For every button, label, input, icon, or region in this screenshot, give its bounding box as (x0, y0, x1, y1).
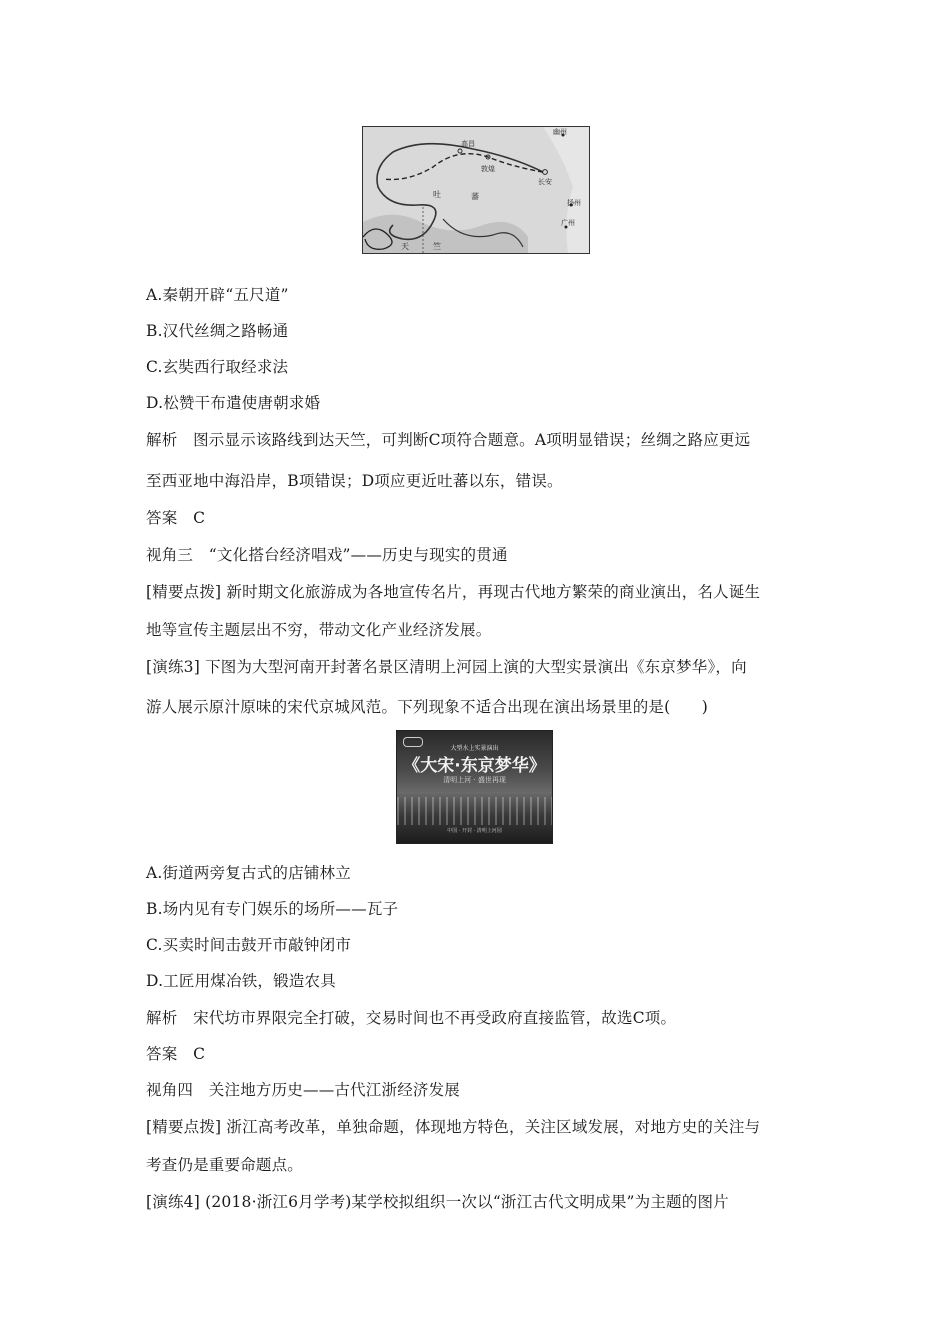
q2-analysis-line2: 至西亚地中海沿岸，B项错误；D项应更近吐蕃以东，错误。 (146, 472, 563, 490)
q3-option-b: B.场内见有专门娱乐的场所——瓦子 (146, 900, 399, 918)
poster-sub-text: 清明上河 · 盛世再现 (443, 776, 506, 784)
view3-heading: 视角三 “文化搭台经济唱戏”——历史与现实的贯通 (146, 546, 508, 564)
view4-drill-line1: [演练4] (2018·浙江6月学考)某学校拟组织一次以“浙江古代文明成果”为主题的图片 (146, 1193, 729, 1211)
poster-bottom-text: 中国 · 开封 · 清明上河园 (447, 828, 502, 834)
label-fan: 蕃 (471, 192, 479, 201)
q2-option-a: A.秦朝开辟“五尺道” (146, 286, 289, 304)
q2-answer: 答案 C (146, 509, 206, 527)
performance-poster (396, 730, 553, 844)
label-changan: 长安 (538, 178, 552, 186)
label-gaochang: 高昌 (461, 140, 475, 148)
view3-tip-line1: [精要点拨] 新时期文化旅游成为各地宣传名片，再现古代地方繁荣的商业演出，名人诞生 (146, 583, 761, 601)
label-youzhou: 幽州 (553, 128, 567, 136)
q2-analysis-line1: 解析 图示显示该路线到达天竺，可判断C项符合题意。A项明显错误；丝绸之路应更远 (146, 431, 751, 449)
label-tian: 天 (401, 242, 409, 251)
view3-drill-line1: [演练3] 下图为大型河南开封著名景区清明上河园上演的大型实景演出《东京梦华》，向 (146, 658, 747, 676)
q3-option-c: C.买卖时间击鼓开市敲钟闭市 (146, 936, 352, 954)
q2-option-c: C.玄奘西行取经求法 (146, 358, 289, 376)
q3-option-a: A.街道两旁复古式的店铺林立 (146, 864, 351, 882)
label-zhu: 竺 (433, 242, 441, 251)
q3-answer: 答案 C (146, 1045, 206, 1063)
label-tu: 吐 (433, 190, 441, 199)
poster-top-text: 大型水上实景演出 (450, 745, 499, 752)
route-map (362, 126, 590, 254)
q2-option-d: D.松赞干布遣使唐朝求婚 (146, 394, 321, 412)
view4-heading: 视角四 关注地方历史——古代江浙经济发展 (146, 1081, 461, 1099)
view4-tip-line2: 考查仍是重要命题点。 (146, 1156, 304, 1174)
label-guangzhou: 广州 (561, 219, 575, 227)
label-yangzhou: 扬州 (567, 199, 581, 207)
q3-option-d: D.工匠用煤冶铁，锻造农具 (146, 972, 336, 990)
poster-scene-lights (397, 797, 552, 825)
q2-option-b: B.汉代丝绸之路畅通 (146, 322, 289, 340)
label-dunhuang: 敦煌 (481, 165, 495, 173)
view3-tip-line2: 地等宣传主题层出不穷，带动文化产业经济发展。 (146, 621, 492, 639)
view3-drill-line2: 游人展示原汁原味的宋代京城风范。下列现象不适合出现在演出场景里的是( ) (146, 698, 708, 716)
poster-title: 《大宋·东京梦华》 (403, 756, 546, 776)
view4-tip-line1: [精要点拨] 浙江高考改革，单独命题，体现地方特色，关注区域发展，对地方史的关注与 (146, 1118, 761, 1136)
q3-analysis: 解析 宋代坊市界限完全打破，交易时间也不再受政府直接监管，故选C项。 (146, 1009, 677, 1027)
